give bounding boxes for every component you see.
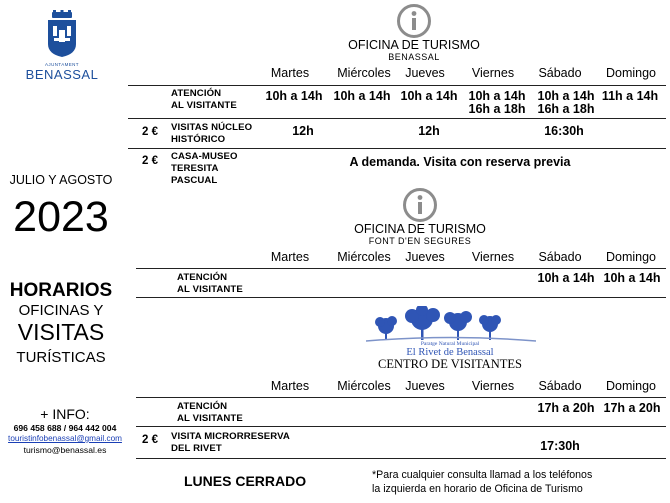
price-label: 2 € [142, 434, 158, 446]
benassal-logo [22, 10, 102, 82]
info-icon [396, 3, 432, 39]
day-domingo: Domingo [605, 379, 657, 393]
day-jueves: Jueves [405, 250, 445, 264]
phone-numbers: 696 458 688 / 964 442 004 [13, 423, 117, 433]
year-label: 2023 [13, 193, 109, 241]
period-label: JULIO Y AGOSTO [9, 173, 113, 187]
cell-viernes: 10h a 14h 16h a 18h [468, 89, 526, 116]
office-title: OFICINA DE TURISMO [354, 222, 486, 236]
info-icon [402, 187, 438, 223]
row-label-atencion: ATENCIÓN AL VISITANTE [177, 401, 243, 424]
cell-sabado: 10h a 14h [537, 271, 595, 285]
divider [136, 297, 666, 298]
day-martes: Martes [270, 66, 310, 80]
day-miercoles: Miércoles [337, 250, 391, 264]
park-small-label: Paratge Natural Municipal [420, 341, 480, 347]
cell-martes: 12h [292, 124, 314, 138]
info-title: + INFO: [40, 406, 90, 422]
rivet-trees-logo [366, 306, 536, 346]
turisticas-label: TURÍSTICAS [16, 349, 106, 366]
divider [136, 426, 666, 427]
day-jueves: Jueves [405, 379, 445, 393]
price-label: 2 € [142, 155, 158, 167]
footer-note: *Para cualquier consulta llamad a los teléfonos la izquierda en horario de Oficina de Turismo [372, 469, 593, 495]
row-label-microrreserva: VISITA MICRORRESERVA DEL RIVET [171, 431, 290, 454]
office-title: OFICINA DE TURISMO [348, 38, 480, 52]
day-viernes: Viernes [471, 250, 515, 264]
price-label: 2 € [142, 126, 158, 138]
cell-miercoles: 10h a 14h [333, 89, 391, 103]
day-jueves: Jueves [405, 66, 445, 80]
cell-jueves: 12h [418, 124, 440, 138]
logo-name: BENASSAL [25, 67, 99, 82]
day-martes: Martes [270, 379, 310, 393]
cell-martes: 10h a 14h [265, 89, 323, 103]
day-viernes: Viernes [471, 66, 515, 80]
office-font-header [300, 222, 540, 246]
divider [136, 268, 666, 269]
day-sabado: Sábado [538, 66, 582, 80]
office-benassal-header [294, 38, 534, 62]
day-miercoles: Miércoles [337, 66, 391, 80]
day-domingo: Domingo [605, 66, 657, 80]
email-benassal: turismo@benassal.es [23, 445, 107, 455]
day-sabado: Sábado [538, 379, 582, 393]
cell-jueves: 10h a 14h [400, 89, 458, 103]
row-label-casa-museo: CASA-MUSEO TERESITA PASCUAL [171, 151, 238, 186]
cell-domingo: 17h a 20h [603, 401, 661, 415]
horarios-label: HORARIOS [9, 280, 113, 301]
cell-sabado: 17:30h [540, 439, 580, 453]
day-viernes: Viernes [471, 379, 515, 393]
day-domingo: Domingo [605, 250, 657, 264]
day-sabado: Sábado [538, 250, 582, 264]
email-link-gmail[interactable]: touristinfobenassal@gmail.com [8, 434, 122, 443]
cell-sabado: 17h a 20h [537, 401, 595, 415]
day-martes: Martes [270, 250, 310, 264]
cell-sabado: 10h a 14h 16h a 18h [537, 89, 595, 116]
row-label-visitas: VISITAS NÚCLEO HISTÓRICO [171, 122, 253, 145]
cell-sabado: 16:30h [544, 124, 584, 138]
on-demand-note: A demanda. Visita con reserva previa [349, 155, 571, 169]
closed-notice: LUNES CERRADO [184, 473, 307, 489]
cell-domingo: 11h a 14h [601, 89, 659, 103]
divider [136, 458, 666, 459]
cell-domingo: 10h a 14h [603, 271, 661, 285]
oficinas-label: OFICINAS Y [18, 302, 104, 319]
divider [128, 118, 666, 119]
row-label-atencion: ATENCIÓN AL VISITANTE [177, 272, 243, 295]
divider [136, 397, 666, 398]
day-miercoles: Miércoles [337, 379, 391, 393]
logo-caption: AJUNTAMENT [45, 62, 79, 67]
office-subtitle: FONT D'EN SEGURES [368, 236, 472, 246]
divider [128, 85, 666, 86]
centro-title: CENTRO DE VISITANTES [378, 357, 522, 371]
divider [128, 148, 666, 149]
coat-of-arms-icon [22, 10, 102, 58]
office-subtitle: BENASSAL [388, 52, 440, 62]
visitas-label: VISITAS [17, 319, 105, 345]
row-label-atencion: ATENCIÓN AL VISITANTE [171, 88, 237, 111]
park-name: El Rivet de Benassal [406, 347, 494, 358]
